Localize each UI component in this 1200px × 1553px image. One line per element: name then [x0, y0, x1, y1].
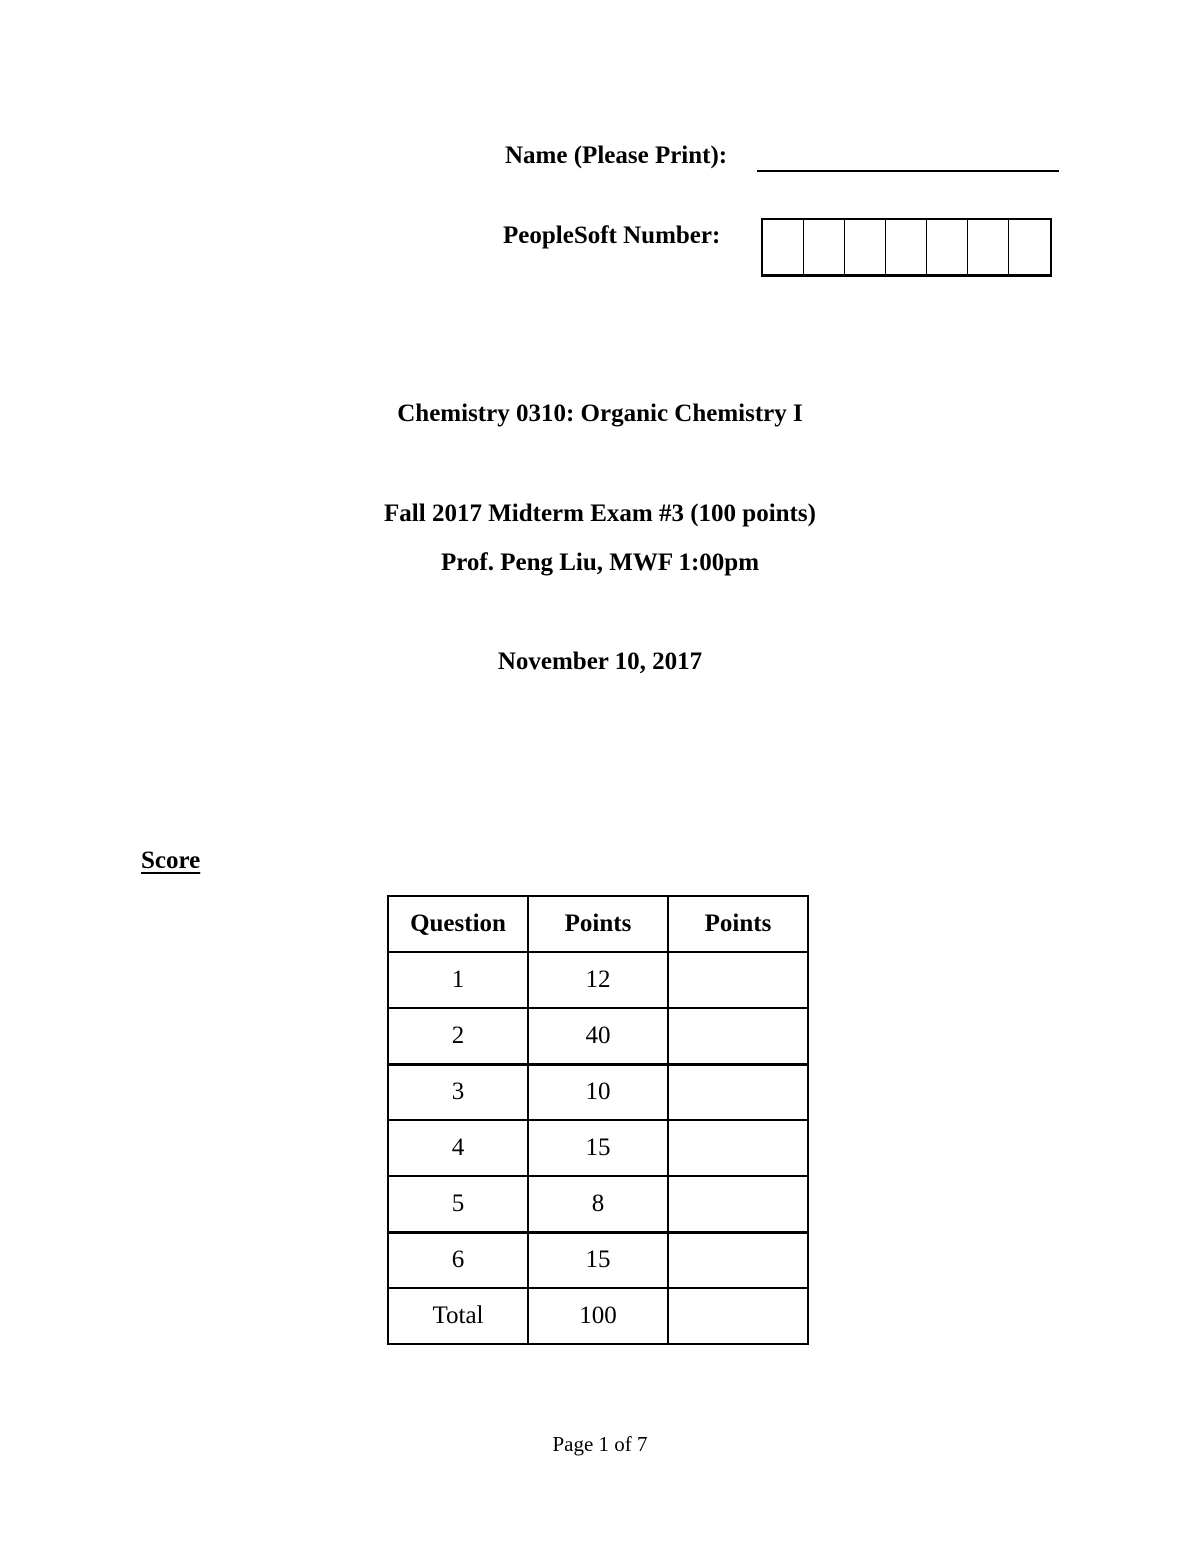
peoplesoft-digit-box[interactable]	[763, 220, 804, 274]
table-row	[388, 1120, 808, 1176]
exam-date: November 10, 2017	[497, 648, 703, 675]
page-number: Page 1 of 7	[552, 1432, 648, 1456]
earned-cell[interactable]	[668, 1120, 808, 1176]
question-cell: 1	[388, 952, 528, 1008]
column-header-points-earned: Points	[668, 896, 808, 952]
peoplesoft-number-boxes[interactable]	[761, 218, 1052, 277]
name-field[interactable]	[757, 170, 1059, 172]
points-cell: 8	[528, 1176, 668, 1232]
table-header-row	[388, 896, 808, 952]
score-heading: Score	[141, 847, 201, 874]
name-label: Name (Please Print):	[505, 142, 728, 169]
table-row	[388, 1176, 808, 1232]
points-cell: 10	[528, 1064, 668, 1120]
exam-title: Fall 2017 Midterm Exam #3 (100 points)	[384, 500, 816, 527]
question-cell: 5	[388, 1176, 528, 1232]
points-cell: 12	[528, 952, 668, 1008]
peoplesoft-digit-box[interactable]	[886, 220, 927, 274]
peoplesoft-digit-box[interactable]	[1009, 220, 1050, 274]
earned-cell[interactable]	[668, 1232, 808, 1288]
points-cell: 40	[528, 1008, 668, 1064]
question-cell: 2	[388, 1008, 528, 1064]
table-row	[388, 1064, 808, 1120]
peoplesoft-digit-box[interactable]	[927, 220, 968, 274]
table-row	[388, 1008, 808, 1064]
points-cell: 15	[528, 1120, 668, 1176]
earned-cell[interactable]	[668, 1064, 808, 1120]
peoplesoft-digit-box[interactable]	[845, 220, 886, 274]
instructor-line: Prof. Peng Liu, MWF 1:00pm	[440, 549, 760, 576]
column-header-points: Points	[528, 896, 668, 952]
total-earned-cell[interactable]	[668, 1288, 808, 1344]
earned-cell[interactable]	[668, 1008, 808, 1064]
total-label-cell: Total	[388, 1288, 528, 1344]
score-table	[387, 895, 809, 1345]
table-row	[388, 952, 808, 1008]
table-row	[388, 1232, 808, 1288]
total-points-cell: 100	[528, 1288, 668, 1344]
earned-cell[interactable]	[668, 952, 808, 1008]
table-row-total	[388, 1288, 808, 1344]
peoplesoft-digit-box[interactable]	[968, 220, 1009, 274]
points-cell: 15	[528, 1232, 668, 1288]
question-cell: 6	[388, 1232, 528, 1288]
peoplesoft-digit-box[interactable]	[804, 220, 845, 274]
question-cell: 3	[388, 1064, 528, 1120]
question-cell: 4	[388, 1120, 528, 1176]
course-title: Chemistry 0310: Organic Chemistry I	[397, 400, 803, 427]
peoplesoft-label: PeopleSoft Number:	[503, 222, 721, 249]
column-header-question: Question	[388, 896, 528, 952]
earned-cell[interactable]	[668, 1176, 808, 1232]
